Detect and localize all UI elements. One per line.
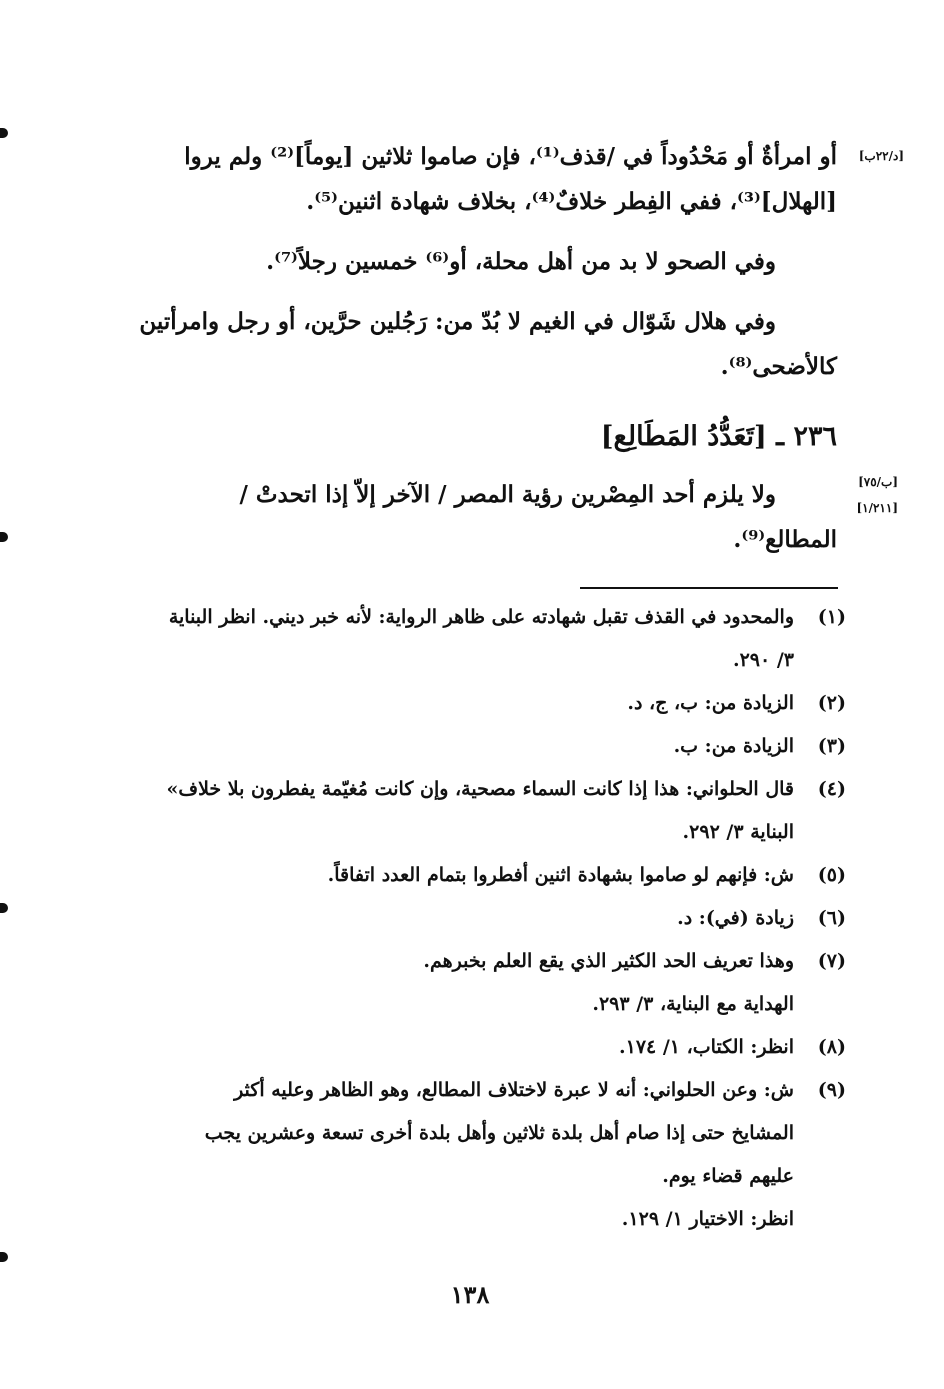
punch-hole-mark (0, 532, 8, 542)
punch-hole-mark (0, 903, 8, 913)
margin-note-manuscript-ref: [ب/٧٥] (858, 475, 898, 489)
footnote-text: وهذا تعريف الحد الكثير الذي يقع العلم بخبرهم. (423, 950, 794, 972)
body-text-line: ولا يلزم أحد المِصْرين رؤية المصر / الآخر إلاّ إذا اتحدتْ / (239, 481, 776, 508)
footnote-number: (٨) (817, 1036, 846, 1058)
body-text-line: أو امرأةٌ أو مَحْدُوداً في /قذف⁽¹⁾، فإن صاموا ثلاثين [يوماً]⁽²⁾ ولم يروا (184, 143, 837, 170)
margin-note-manuscript-ref: [د/٢٢ب] (858, 149, 904, 163)
footnote-text: البناية ٣/ ٢٩٢. (682, 821, 794, 843)
punch-hole-mark (0, 128, 8, 138)
footnote-text: الهداية مع البناية، ٣/ ٢٩٣. (592, 993, 794, 1015)
footnote-text: انظر: الاختيار ١/ ١٢٩. (621, 1208, 794, 1230)
footnote-text: انظر: الكتاب، ١/ ١٧٤. (618, 1036, 794, 1058)
body-text-line: وفي هلال شَوّال في الغيم لا بُدّ من: رَجُلين حرَّين، أو رجل وامرأتين (139, 308, 776, 335)
footnote-text: ٣/ ٢٩٠. (732, 649, 794, 671)
body-text-line: كالأضحى⁽⁸⁾. (720, 353, 837, 380)
footnote-number: (٥) (817, 864, 846, 886)
footnote-text: قال الحلواني: هذا إذا كانت السماء مصحية، وإن كانت مُغيّمة يفطرون بلا خلاف» (166, 778, 794, 800)
footnote-number: (٦) (817, 907, 846, 929)
footnote-text: المشايخ حتى إذا صام أهل بلدة ثلاثين وأهل بلدة أخرى تسعة وعشرين يجب (204, 1122, 794, 1144)
footnote-number: (٧) (817, 950, 846, 972)
section-heading: ٢٣٦ ـ [تَعَدُّدُ المَطَالِع] (600, 421, 837, 452)
footnote-text: ش: فإنهم لو صاموا بشهادة اثنين أفطروا بتمام العدد اتفاقاً. (327, 864, 794, 886)
footnote-text: الزيادة من: ب، ج، د. (627, 692, 794, 714)
footnote-text: زيادة (في): د. (677, 907, 794, 929)
footnote-text: الزيادة من: ب. (673, 735, 794, 757)
body-text-line: المطالع⁽⁹⁾. (733, 526, 837, 553)
footnote-text: ش: وعن الحلواني: أنه لا عبرة لاختلاف المطالع، وهو الظاهر وعليه أكثر (234, 1079, 794, 1101)
punch-hole-mark (0, 1252, 8, 1262)
footnote-number: (٤) (817, 778, 846, 800)
footnote-text: عليهم قضاء يوم. (662, 1165, 794, 1187)
footnote-text: والمحدود في القذف تقبل شهادته على ظاهر الرواية: لأنه خبر ديني. انظر البناية (168, 606, 794, 628)
footnote-number: (١) (817, 606, 846, 628)
page-number: ١٣٨ (450, 1280, 490, 1309)
footnote-number: (٣) (817, 735, 846, 757)
footnote-number: (٢) (817, 692, 846, 714)
body-text-line: وفي الصحو لا بد من أهل محلة، أو⁽⁶⁾ خمسين رجلاً⁽⁷⁾. (266, 248, 776, 275)
margin-note-manuscript-ref: [١/٢١١] (856, 501, 898, 515)
footnote-separator (580, 587, 838, 589)
footnote-number: (٩) (817, 1079, 846, 1101)
body-text-line: [الهلال]⁽³⁾، ففي الفِطر خلافٌ⁽⁴⁾، بخلاف شهادة اثنين⁽⁵⁾. (306, 188, 837, 215)
